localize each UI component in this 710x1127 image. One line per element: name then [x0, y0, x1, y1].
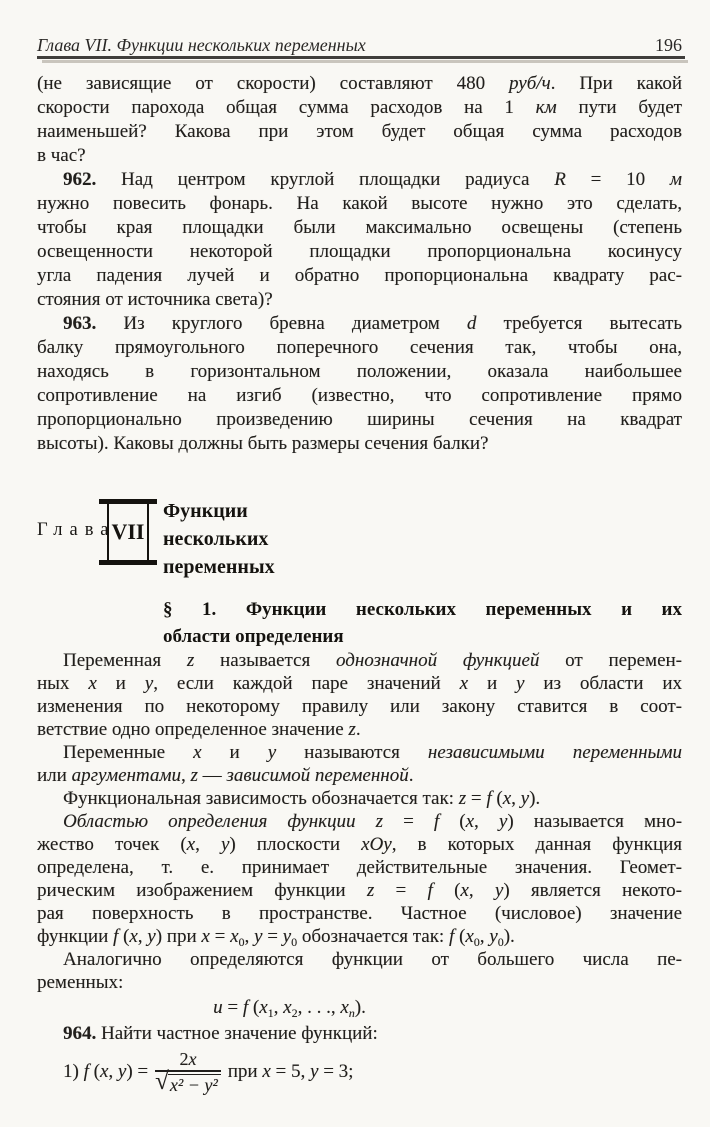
- text-run: м: [669, 169, 682, 190]
- text-run: y: [144, 673, 154, 694]
- text-line: [37, 741, 682, 764]
- text-line: [37, 787, 682, 810]
- text-line: [37, 810, 682, 833]
- text-line: [37, 649, 682, 672]
- text-run: наименьшей? Какова при этом будет общая сумма расходов: [37, 121, 682, 142]
- text-run: y: [267, 742, 277, 763]
- text-run: ,: [511, 788, 521, 809]
- text-line: [37, 948, 682, 971]
- text-line: [37, 216, 682, 240]
- text-run: x: [459, 673, 469, 694]
- text-run: x: [99, 1061, 109, 1082]
- text-run: ) при: [155, 926, 202, 947]
- text-run: z: [348, 719, 356, 740]
- running-header: [37, 35, 682, 57]
- text-run: .: [408, 765, 414, 786]
- text-run: 0: [238, 935, 245, 949]
- text-line: [37, 384, 682, 408]
- text-run: x: [188, 1049, 197, 1069]
- page-number: 196: [655, 35, 682, 55]
- text-run: стояния от источника света)?: [37, 289, 273, 310]
- chapter-title-line: переменных: [163, 556, 275, 578]
- text-run: 1: [267, 1006, 274, 1020]
- text-run: =: [374, 880, 428, 901]
- text-run: xOy: [361, 834, 392, 855]
- text-run: f: [113, 926, 119, 947]
- text-line: [37, 856, 682, 879]
- section-heading-line: области определения: [163, 626, 344, 647]
- text-run: Областью определения функции: [63, 811, 376, 832]
- text-run: рическим изображением функции: [37, 880, 367, 901]
- fraction-line-suffix: [228, 1061, 354, 1083]
- text-run: ных: [37, 673, 89, 694]
- text-run: z: [375, 811, 384, 832]
- text-run: y: [147, 926, 156, 947]
- text-run: ,: [244, 926, 254, 947]
- text-run: Переменная: [63, 650, 187, 671]
- text-run: y: [494, 880, 504, 901]
- text-run: x: [88, 673, 97, 694]
- header-rule: [37, 56, 685, 59]
- text-run: x² − y²: [169, 1075, 218, 1095]
- fraction-line: [37, 1045, 682, 1099]
- fraction-line-prefix: [63, 1061, 148, 1083]
- text-run: = 10: [565, 169, 670, 190]
- text-run: 2: [179, 1049, 189, 1069]
- text-run: нужно повесить фонарь. На какой высоте нужно это сделать,: [37, 193, 682, 214]
- text-line: [37, 408, 682, 432]
- text-run: x: [193, 742, 202, 763]
- text-run: Из круглого бревна диаметром: [96, 313, 467, 334]
- text-line: [37, 432, 682, 456]
- text-line: [37, 833, 682, 856]
- chapter-label: Глава: [37, 520, 116, 540]
- text-line: [37, 971, 682, 994]
- text-run: 0: [497, 935, 504, 949]
- text-run: (не зависящие от скорости) составляют 480: [37, 73, 510, 94]
- text-run: ) плоскости: [229, 834, 362, 855]
- chapter-number-box: [99, 499, 157, 565]
- text-run: рая поверхность в пространстве. Частное (числовое) значение: [37, 903, 682, 924]
- text-run: x: [283, 997, 292, 1018]
- fraction: [155, 1049, 221, 1095]
- text-run: и: [201, 742, 268, 763]
- text-run: определена, т. е. принимает действительные значения. Геомет-: [37, 857, 682, 878]
- body-text-top: [37, 72, 682, 456]
- text-run: освещенности некоторой площадки пропорциональна косинусу: [37, 241, 682, 262]
- text-run: (: [439, 811, 466, 832]
- text-run: ,: [273, 997, 284, 1018]
- text-line: [37, 695, 682, 718]
- text-run: (: [248, 997, 260, 1018]
- text-run: , если каждой паре значений: [153, 673, 460, 694]
- text-run: x: [201, 926, 210, 947]
- body-text-main: [37, 649, 682, 1099]
- text-run: 0: [473, 935, 480, 949]
- text-run: чтобы края площадки были максимально освещены (степень: [37, 217, 682, 238]
- text-run: x: [340, 997, 349, 1018]
- text-line: [37, 718, 682, 741]
- text-run: или: [37, 765, 72, 786]
- text-run: ,: [474, 811, 499, 832]
- text-run: ) является некото-: [503, 880, 683, 901]
- text-run: зависимой переменной: [226, 765, 409, 786]
- text-run: Над центром круглой площадки радиуса: [96, 169, 555, 190]
- text-run: x: [502, 788, 512, 809]
- text-run: называются: [276, 742, 428, 763]
- text-run: x: [230, 926, 239, 947]
- text-run: z: [458, 788, 467, 809]
- text-run: z: [366, 880, 375, 901]
- chapter-title: [163, 497, 463, 581]
- text-line: [37, 764, 682, 787]
- text-run: сопротивление на изгиб (известно, что сопротивление прямо: [37, 385, 682, 406]
- chapter-title-line: нескольких: [163, 528, 269, 550]
- text-run: (: [491, 788, 503, 809]
- text-run: . При какой: [550, 73, 682, 94]
- text-line: [37, 902, 682, 925]
- text-run: и: [468, 673, 517, 694]
- text-line: [37, 336, 682, 360]
- text-run: находясь в горизонтальном положении, оказала наибольшее: [37, 361, 682, 382]
- text-run: 964.: [63, 1023, 97, 1044]
- text-run: n: [348, 1006, 355, 1020]
- radicand: [168, 1074, 221, 1095]
- text-run: ,: [108, 1061, 118, 1082]
- text-run: руб/ч: [509, 73, 551, 94]
- text-run: Функциональная зависимость обозначается так:: [63, 788, 459, 809]
- text-run: аргументами: [71, 765, 182, 786]
- text-run: x: [465, 926, 474, 947]
- text-run: пути будет: [556, 97, 682, 118]
- text-run: ).: [503, 926, 515, 947]
- text-run: требуется вытесать: [476, 313, 682, 334]
- text-run: от перемен-: [539, 650, 682, 671]
- text-run: (: [118, 926, 130, 947]
- text-line: [37, 168, 682, 192]
- text-run: 962.: [63, 169, 97, 190]
- text-run: y: [117, 1061, 127, 1082]
- text-run: y: [254, 926, 263, 947]
- chapter-title-line: Функции: [163, 500, 248, 522]
- text-run: и: [96, 673, 145, 694]
- text-run: 963.: [63, 313, 97, 334]
- text-line: [37, 360, 682, 384]
- text-run: =: [262, 926, 283, 947]
- text-run: y: [516, 673, 525, 694]
- text-run: R: [554, 169, 566, 190]
- text-run: .: [355, 719, 361, 740]
- sqrt-symbol: √: [155, 1068, 169, 1095]
- text-run: y: [282, 926, 292, 947]
- text-run: d: [466, 313, 477, 334]
- text-line: [37, 240, 682, 264]
- text-run: (: [88, 1061, 100, 1082]
- text-line: [37, 144, 682, 168]
- text-run: высоты). Каковы должны быть размеры сечения балки?: [37, 433, 489, 454]
- text-run: 1): [63, 1061, 84, 1082]
- text-run: угла падения лучей и обратно пропорциональна квадрату рас-: [37, 265, 682, 286]
- text-run: f: [83, 1061, 89, 1082]
- text-run: f: [242, 997, 249, 1018]
- text-line: [37, 264, 682, 288]
- text-run: x: [129, 926, 138, 947]
- text-line: [37, 312, 682, 336]
- text-run: обозначается так:: [297, 926, 449, 947]
- text-run: при: [227, 1061, 263, 1082]
- running-title: Глава VII. Функции нескольких переменных: [37, 35, 366, 55]
- text-run: x: [186, 834, 196, 855]
- text-line: [37, 192, 682, 216]
- text-run: называется: [194, 650, 336, 671]
- text-run: изменения по некоторому правилу или закону ставится в соот-: [37, 696, 682, 717]
- text-run: x: [460, 880, 469, 901]
- text-line: [37, 925, 682, 948]
- text-run: y: [498, 811, 508, 832]
- text-run: = 5,: [270, 1061, 311, 1082]
- text-run: км: [535, 97, 557, 118]
- text-run: (: [454, 926, 466, 947]
- text-run: Найти частное значение функций:: [96, 1023, 378, 1044]
- text-run: ,: [479, 926, 490, 947]
- text-run: ).: [529, 788, 541, 809]
- text-run: y: [310, 1061, 319, 1082]
- text-run: ветствие одно определенное значение: [37, 719, 349, 740]
- text-run: пропорционально произведению ширины сечения на квадрат: [37, 409, 682, 430]
- text-run: называется мно-: [533, 811, 683, 832]
- text-run: —: [197, 765, 227, 786]
- text-run: ,: [137, 926, 148, 947]
- text-run: x: [262, 1061, 271, 1082]
- text-run: z: [186, 650, 195, 671]
- text-run: = 3;: [318, 1061, 354, 1082]
- text-run: =: [383, 811, 434, 832]
- text-run: y: [520, 788, 530, 809]
- section-heading: [163, 596, 682, 650]
- text-line: [37, 1022, 682, 1045]
- text-run: ,: [468, 880, 495, 901]
- header-rule-shadow: [42, 60, 688, 63]
- text-run: y: [489, 926, 498, 947]
- text-line: [37, 288, 682, 312]
- text-run: , в которых данная функция: [391, 834, 683, 855]
- text-run: ) =: [126, 1061, 149, 1082]
- text-run: , . . .,: [297, 997, 341, 1018]
- text-run: ,: [181, 765, 191, 786]
- text-line: [37, 672, 682, 695]
- display-formula: [37, 994, 682, 1022]
- text-run: f: [433, 811, 440, 832]
- text-line: [37, 72, 682, 96]
- text-run: (: [432, 880, 461, 901]
- section-heading-line: § 1. Функции нескольких переменных и их: [163, 599, 682, 620]
- text-run: u: [213, 997, 223, 1018]
- text-run: z: [190, 765, 198, 786]
- text-run: 2: [291, 1006, 298, 1020]
- text-line: [37, 120, 682, 144]
- text-run: 0: [291, 935, 298, 949]
- text-run: ): [507, 811, 534, 832]
- text-run: ,: [195, 834, 221, 855]
- text-run: в час?: [37, 145, 86, 166]
- text-run: из области их: [524, 673, 683, 694]
- text-run: =: [466, 788, 487, 809]
- text-run: y: [220, 834, 230, 855]
- text-run: ременных:: [37, 972, 124, 993]
- fraction-denominator: [155, 1068, 221, 1095]
- text-run: функции: [37, 926, 113, 947]
- text-run: однозначной функцией: [335, 650, 540, 671]
- text-run: ).: [354, 997, 366, 1018]
- text-run: x: [465, 811, 475, 832]
- text-run: независимыми переменными: [427, 742, 682, 763]
- text-run: =: [222, 997, 243, 1018]
- text-run: f: [486, 788, 492, 809]
- text-run: балку прямоугольного поперечного сечения так, чтобы она,: [37, 337, 682, 358]
- text-run: Переменные: [63, 742, 194, 763]
- text-run: x: [259, 997, 268, 1018]
- chapter-number: VII: [111, 519, 145, 544]
- text-line: [37, 96, 682, 120]
- text-run: f: [427, 880, 433, 901]
- text-run: скорости парохода общая сумма расходов на 1: [37, 97, 536, 118]
- text-run: f: [448, 926, 455, 947]
- text-run: Аналогично определяются функции от большего числа пе-: [63, 949, 682, 970]
- text-line: [37, 879, 682, 902]
- text-run: жество точек (: [37, 834, 187, 855]
- text-run: =: [209, 926, 231, 947]
